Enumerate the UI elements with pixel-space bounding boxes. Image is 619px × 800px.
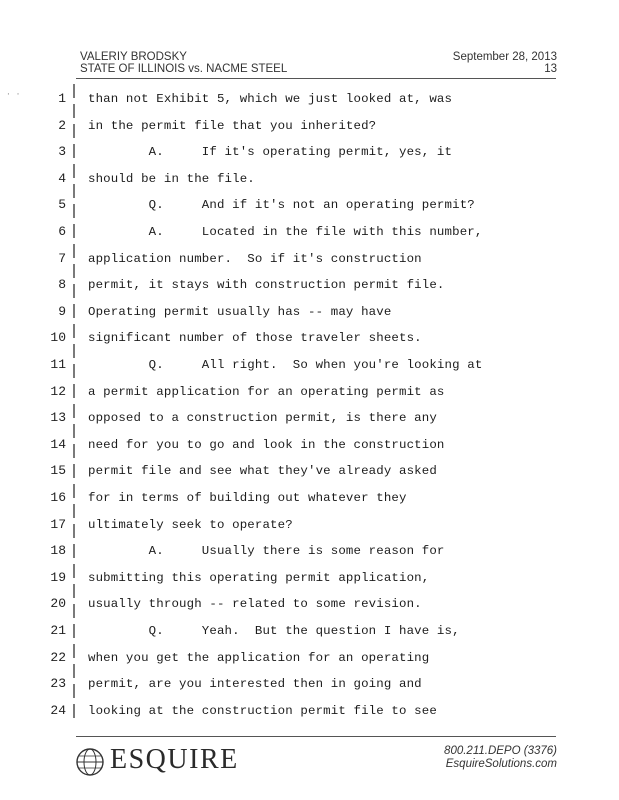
line-text: permit file and see what they've already asked (88, 464, 437, 479)
transcript-line (0, 299, 619, 326)
line-number: 19 (50, 569, 66, 585)
line-number: 7 (58, 250, 66, 266)
transcript-line (0, 113, 619, 140)
line-text: A. If it's operating permit, yes, it (88, 145, 453, 160)
footer-rule (76, 736, 556, 737)
line-number: 5 (58, 197, 66, 213)
line-number: 12 (50, 383, 66, 399)
line-number: 21 (50, 623, 66, 638)
website: EsquireSolutions.com (445, 758, 557, 770)
line-number: 18 (50, 543, 66, 559)
line-number: 20 (50, 596, 66, 612)
line-number: 14 (50, 436, 66, 452)
line-number: 9 (58, 303, 66, 319)
page-number: 13 (544, 63, 557, 75)
phone-number: 800.211.DEPO (3376) (444, 745, 557, 757)
line-text: Operating permit usually has -- may have (88, 304, 392, 319)
transcript-line (0, 432, 619, 459)
transcript-line (0, 591, 619, 618)
transcript-line (0, 618, 619, 645)
line-text: ultimately seek to operate? (88, 517, 293, 532)
scan-mark: · · (6, 90, 21, 99)
deposition-date: September 28, 2013 (452, 51, 557, 63)
line-text: permit, it stays with construction permit file. (88, 278, 445, 293)
transcript-line (0, 671, 619, 698)
transcript-line (0, 219, 619, 246)
line-number: 22 (50, 649, 66, 665)
line-text: significant number of those traveler sheets. (88, 331, 422, 346)
transcript-line (0, 485, 619, 512)
transcript-line (0, 458, 619, 485)
transcript-line (0, 325, 619, 352)
transcript-line (0, 246, 619, 273)
line-text: permit, are you interested then in going and (88, 677, 422, 692)
header-left (80, 51, 287, 75)
line-text: in the permit file that you inherited? (88, 118, 377, 133)
line-text: when you get the application for an operating (88, 650, 430, 665)
globe-emblem-icon (74, 746, 106, 778)
line-text: Q. And if it's not an operating permit? (88, 198, 475, 213)
line-number: 2 (58, 117, 66, 133)
transcript-line (0, 139, 619, 166)
transcript-line (0, 698, 619, 725)
line-text: opposed to a construction permit, is there any (88, 411, 437, 426)
footer-contact (444, 745, 557, 771)
line-text: application number. So if it's construction (88, 251, 422, 266)
line-number: 6 (58, 224, 66, 239)
witness-name: VALERIY BRODSKY (80, 51, 187, 63)
line-number: 10 (50, 330, 66, 346)
logo-wordmark: ESQUIRE (110, 744, 239, 775)
line-number: 1 (58, 91, 66, 106)
line-text: Q. Yeah. But the question I have is, (88, 624, 460, 638)
line-number: 3 (58, 144, 66, 160)
line-number: 23 (50, 676, 66, 692)
line-text: looking at the construction permit file to see (88, 703, 437, 718)
line-text: Q. All right. So when you're looking at (88, 358, 483, 372)
line-number: 8 (58, 277, 66, 293)
line-text: submitting this operating permit application, (88, 570, 430, 585)
line-text: than not Exhibit 5, which we just looked at, was (88, 92, 453, 106)
transcript-line (0, 272, 619, 299)
esquire-logo (74, 744, 244, 780)
transcript-line (0, 565, 619, 592)
line-number: 24 (50, 702, 66, 718)
line-number: 16 (50, 490, 66, 505)
transcript-line (0, 379, 619, 406)
transcript-line (0, 645, 619, 672)
transcript-line (0, 86, 619, 113)
line-text: need for you to go and look in the construction (88, 437, 445, 452)
transcript-line (0, 192, 619, 219)
line-text: should be in the file. (88, 171, 255, 186)
line-number: 17 (50, 516, 66, 532)
line-text: A. Usually there is some reason for (88, 544, 445, 559)
transcript-line (0, 405, 619, 432)
case-caption: STATE OF ILLINOIS vs. NACME STEEL (80, 63, 288, 75)
transcript-line (0, 166, 619, 193)
header-right (453, 51, 557, 75)
line-text: for in terms of building out whatever they (88, 491, 407, 505)
transcript-line (0, 352, 619, 379)
line-text: usually through -- related to some revision. (88, 597, 422, 612)
transcript-line (0, 512, 619, 539)
line-number: 13 (50, 410, 66, 426)
transcript-line (0, 538, 619, 565)
line-number: 11 (50, 357, 66, 372)
line-text: a permit application for an operating permit as (88, 384, 445, 399)
line-text: A. Located in the file with this number, (88, 225, 483, 239)
line-number: 4 (58, 170, 66, 186)
header-rule (76, 78, 556, 79)
line-number: 15 (50, 463, 66, 479)
